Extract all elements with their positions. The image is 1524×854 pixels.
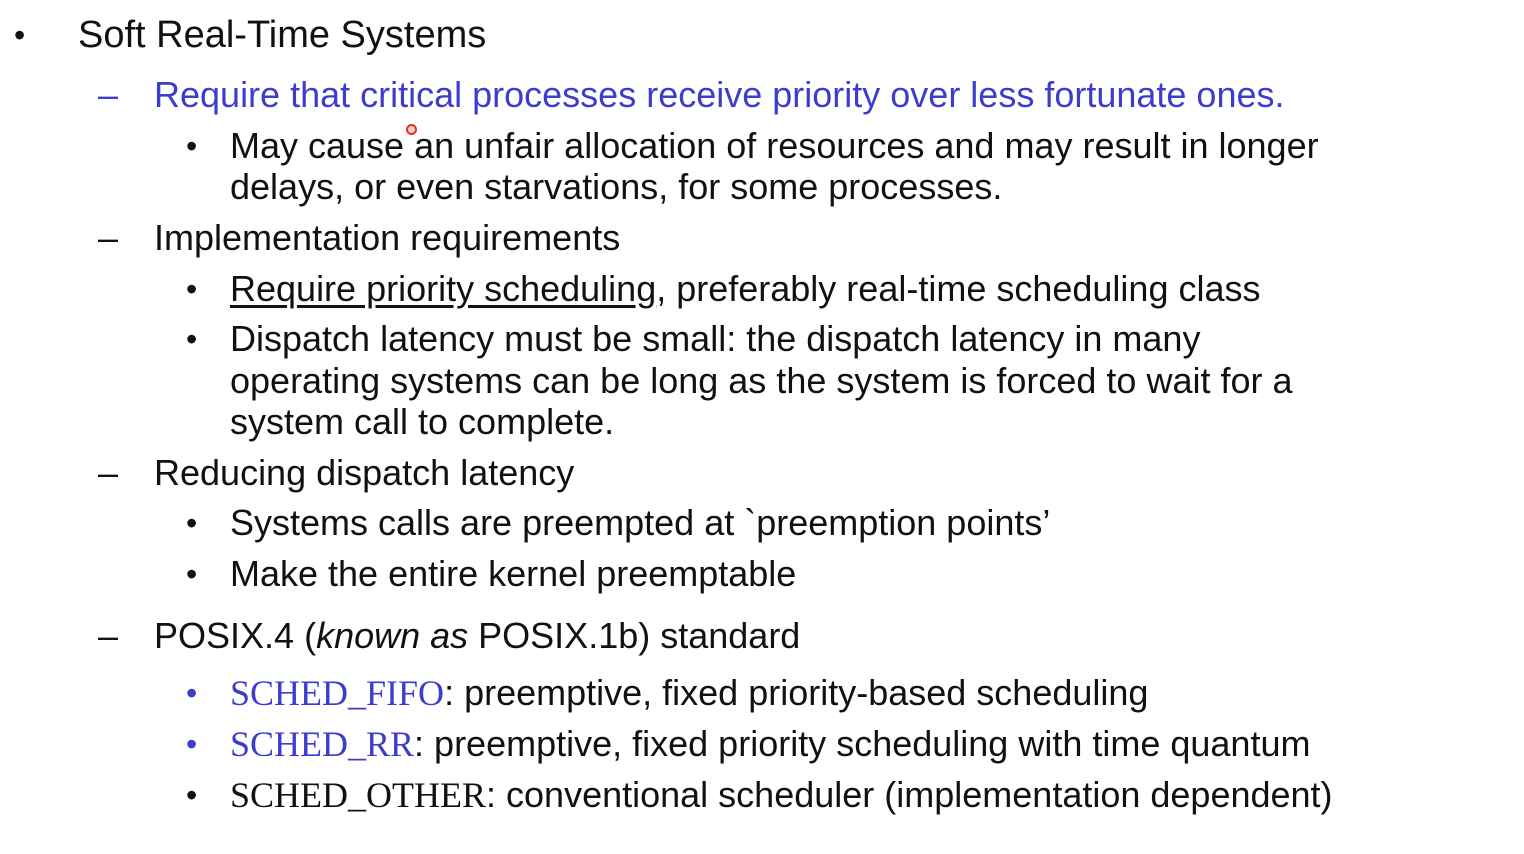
bullet-marker: • [186,321,198,357]
implementation-item-2-line-2: operating systems can be long as the system is forced to wait for a [230,360,1293,401]
reducing-title: Reducing dispatch latency [154,452,575,493]
bullet-marker: • [186,726,198,762]
dash-marker: – [98,74,119,115]
sched-fifo-name: SCHED_FIFO [230,673,445,713]
posix-title-italic: known as [316,615,469,656]
sched-other-name: SCHED_OTHER [230,775,487,815]
posix-title-part-1: POSIX.4 ( [154,615,317,656]
bullet-marker: • [186,128,198,164]
sched-other-item [230,774,1333,816]
implementation-item-2-line-3: system call to complete. [230,401,615,442]
bullet-marker: • [186,777,198,813]
bullet-marker: • [186,556,198,592]
implementation-item-1 [230,268,1260,310]
sched-rr-item [230,723,1310,765]
sched-rr-name: SCHED_RR [230,724,415,764]
implementation-title: Implementation requirements [154,217,621,258]
bullet-marker: • [186,505,198,541]
sched-other-desc: : conventional scheduler (implementation dependent) [486,774,1333,815]
dash-marker: – [98,615,119,656]
item-1-rest: , preferably real-time scheduling class [656,268,1261,309]
bullet-marker: • [186,675,198,711]
sched-fifo-item [230,672,1148,714]
sched-fifo-desc: : preemptive, fixed priority-based scheduling [444,672,1149,713]
laser-pointer-dot [406,124,417,135]
posix-title [154,615,800,657]
requirement-text: Require that critical processes receive priority over less fortunate ones. [154,74,1285,115]
sched-rr-desc: : preemptive, fixed priority scheduling with time quantum [414,723,1311,764]
reducing-item-2: Make the entire kernel preemptable [230,553,797,594]
level1-bullet: • [14,17,26,53]
dash-marker: – [98,452,119,493]
consequence-line-1: May cause an unfair allocation of resources and may result in longer [230,125,1319,166]
consequence-line-2: delays, or even starvations, for some processes. [230,166,1003,207]
underlined-phrase: Require priority scheduling [230,268,657,309]
posix-title-part-2: POSIX.1b) standard [468,615,801,656]
implementation-item-2-line-1: Dispatch latency must be small: the dispatch latency in many [230,318,1201,359]
dash-marker: – [98,217,119,258]
slide-heading: Soft Real-Time Systems [78,14,487,56]
bullet-marker: • [186,271,198,307]
reducing-item-1: Systems calls are preempted at `preemption points’ [230,502,1051,543]
